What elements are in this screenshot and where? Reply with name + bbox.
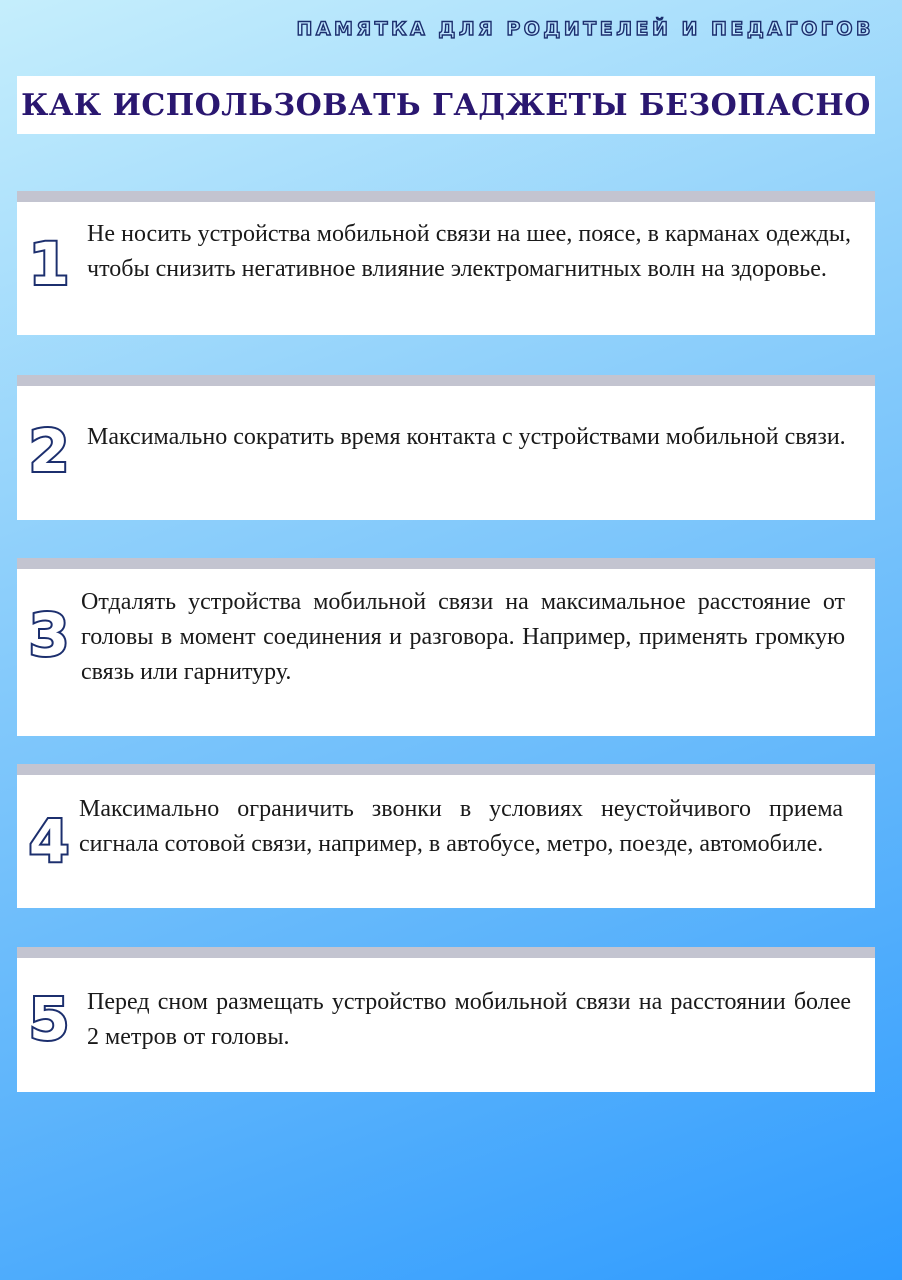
tip-card-4 <box>17 764 875 908</box>
tip-card-2 <box>17 375 875 520</box>
number-2-label: 2 <box>28 419 70 479</box>
title-banner <box>17 76 875 134</box>
card-header-bar <box>17 947 875 958</box>
page-subtitle: ПАМЯТКА ДЛЯ РОДИТЕЛЕЙ И ПЕДАГОГОВ <box>296 18 874 40</box>
number-1-label: 1 <box>28 232 70 292</box>
card-header-bar <box>17 191 875 202</box>
tip-card-5 <box>17 947 875 1092</box>
tip-text-4: Максимально ограничить звонки в условиях неустойчивого приема сигнала сотовой связи, например, в автобусе, метро, поезде, автомобиле. <box>79 796 843 857</box>
tip-card-1 <box>17 191 875 335</box>
tip-card-3 <box>17 558 875 736</box>
page-title: КАК ИСПОЛЬЗОВАТЬ ГАДЖЕТЫ БЕЗОПАСНО <box>21 87 871 123</box>
number-3-badge <box>27 603 71 663</box>
number-4-label: 4 <box>28 809 70 869</box>
number-5-badge <box>27 987 71 1047</box>
card-header-bar <box>17 375 875 386</box>
card-header-bar <box>17 558 875 569</box>
tip-text-5: Перед сном размещать устройство мобильной связи на расстоянии более 2 метров от головы. <box>87 989 851 1050</box>
tip-text-3: Отдалять устройства мобильной связи на максимальное расстояние от головы в момент соединения и разговора. Например, применять громкую связь или гарнитуру. <box>81 589 845 685</box>
number-4-badge <box>27 809 71 869</box>
tip-text-1: Не носить устройства мобильной связи на шее, поясе, в карманах одежды, чтобы снизить негативное влияние электромагнитных волн на здоровье. <box>87 221 851 282</box>
number-3-label: 3 <box>28 603 70 663</box>
number-5-label: 5 <box>28 987 70 1047</box>
number-2-badge <box>27 419 71 479</box>
tip-text-2: Максимально сократить время контакта с устройствами мобильной связи. <box>87 424 846 450</box>
number-1-badge <box>27 232 71 292</box>
card-header-bar <box>17 764 875 775</box>
